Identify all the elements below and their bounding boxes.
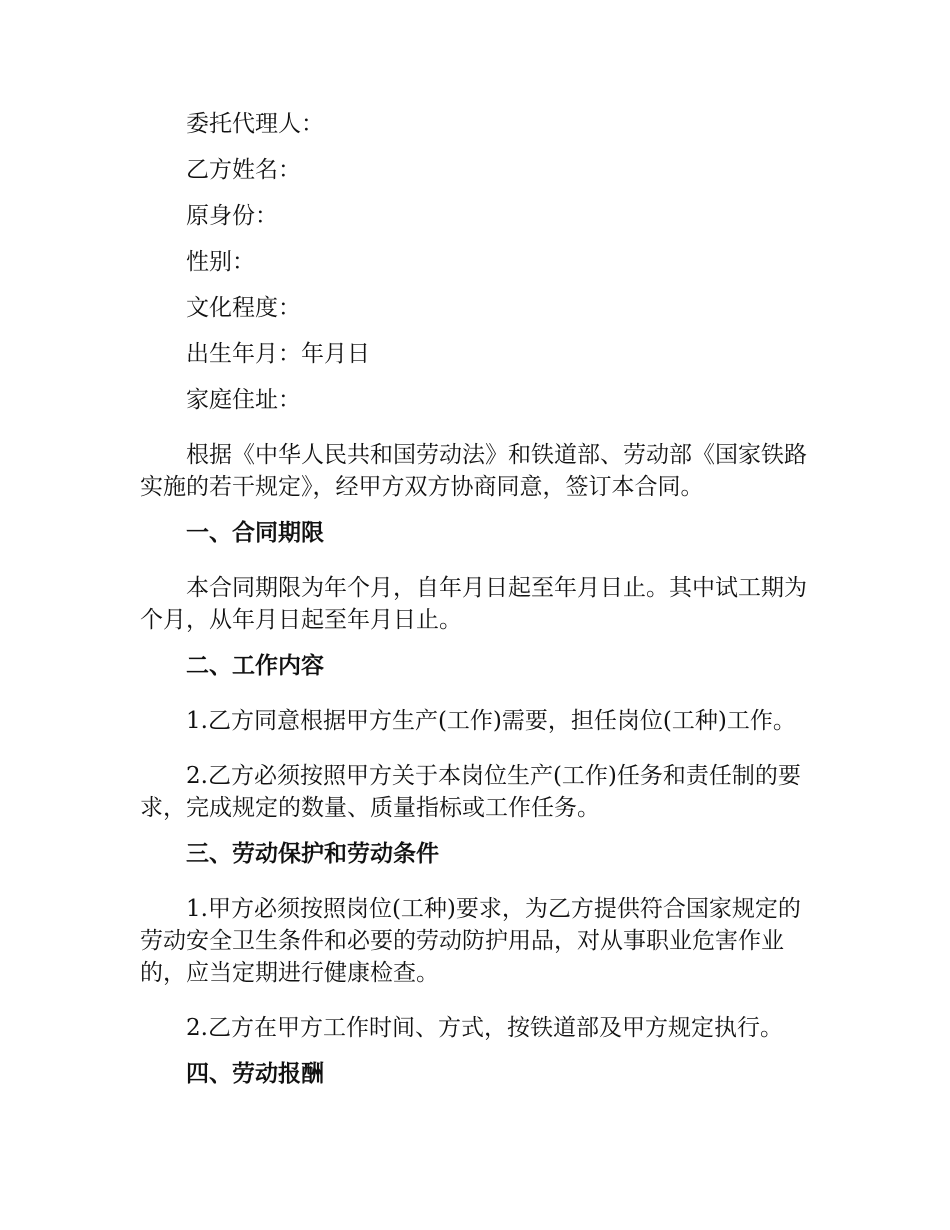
section-heading-term: 一、合同期限: [186, 520, 324, 546]
contract-page: [140, 108, 820, 1104]
section-heading-pay: 四、劳动报酬: [186, 1061, 324, 1087]
field-party-b-name: 乙方姓名：: [186, 157, 301, 183]
field-address: 家庭住址：: [186, 387, 301, 413]
field-original-identity: 原身份：: [186, 203, 278, 229]
term-paragraph: 本合同期限为年个月，自年月日起至年月日止。其中试工期为个月，从年月日起至年月日止。: [140, 575, 807, 633]
intro-paragraph: 根据《中华人民共和国劳动法》和铁道部、劳动部《国家铁路实施的若干规定》，经甲方双方协商同意，签订本合同。: [140, 442, 807, 500]
protection-paragraph-1: 1.甲方必须按照岗位(工种)要求，为乙方提供符合国家规定的劳动安全卫生条件和必要的劳动防护用品，对从事职业危害作业的，应当定期进行健康检查。: [140, 896, 801, 986]
section-heading-protection: 三、劳动保护和劳动条件: [186, 841, 439, 867]
field-education: 文化程度：: [186, 295, 301, 321]
field-agent: 委托代理人：: [186, 111, 324, 137]
protection-paragraph-2: 2.乙方在甲方工作时间、方式，按铁道部及甲方规定执行。: [186, 1015, 783, 1041]
field-birth: 出生年月：年月日: [186, 341, 370, 367]
work-paragraph-2: 2.乙方必须按照甲方关于本岗位生产(工作)任务和责任制的要求，完成规定的数量、质量指标或工作任务。: [140, 763, 801, 821]
section-heading-work: 二、工作内容: [186, 653, 324, 679]
field-gender: 性别：: [186, 249, 255, 275]
work-paragraph-1: 1.乙方同意根据甲方生产(工作)需要，担任岗位(工种)工作。: [186, 708, 796, 734]
